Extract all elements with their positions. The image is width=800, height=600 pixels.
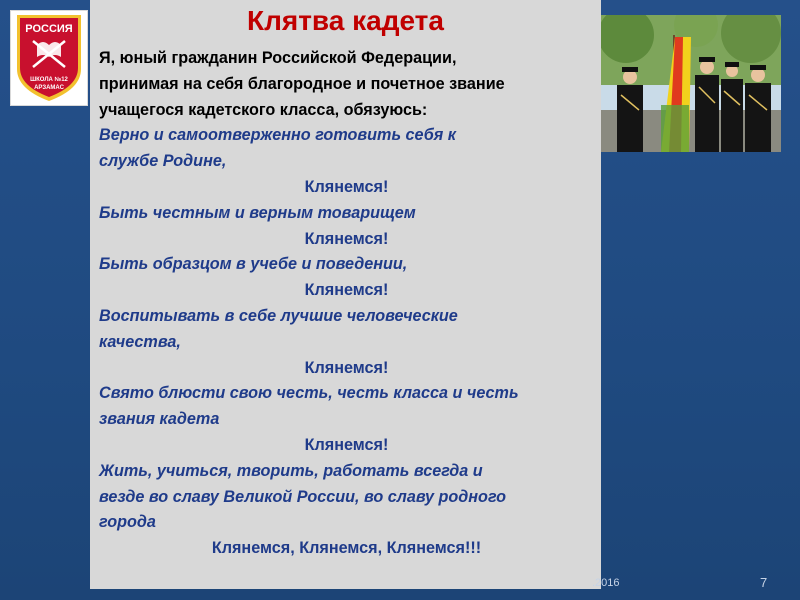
oath-response: Клянемся! bbox=[304, 177, 389, 196]
slide-title: Клятва кадета bbox=[247, 5, 444, 36]
oath-pledge-line: везде во славу Великой России, во славу родного bbox=[99, 487, 507, 506]
oath-pledge-line: Верно и самоотверженно готовить себя к bbox=[99, 126, 457, 145]
svg-text:РОССИЯ: РОССИЯ bbox=[25, 23, 73, 35]
oath-pledge-line: Свято блюсти свою честь, честь класса и честь bbox=[99, 384, 519, 403]
oath-response: Клянемся! bbox=[304, 435, 389, 454]
cadets-photo bbox=[601, 15, 781, 152]
svg-text:АРЗАМАС: АРЗАМАС bbox=[34, 85, 64, 91]
oath-intro-line: учащегося кадетского класса, обязуюсь: bbox=[99, 100, 428, 119]
oath-response: Клянемся! bbox=[304, 358, 389, 377]
slide-number: 7 bbox=[760, 575, 768, 590]
oath-pledge-line: Быть честным и верным товарищем bbox=[99, 203, 416, 222]
oath-pledge-line: службе Родине, bbox=[99, 152, 227, 171]
shield-logo-icon bbox=[11, 11, 87, 105]
svg-text:ШКОЛА №12: ШКОЛА №12 bbox=[30, 77, 68, 83]
oath-response: Клянемся! bbox=[304, 229, 389, 248]
oath-pledge-line: звания кадета bbox=[99, 410, 220, 429]
oath-response: Клянемся, Клянемся, Клянемся!!! bbox=[211, 539, 482, 558]
oath-text bbox=[99, 46, 594, 562]
oath-panel bbox=[90, 0, 601, 589]
oath-pledge-line: Жить, учиться, творить, работать всегда и bbox=[99, 461, 483, 480]
oath-intro-line: принимая на себя благородное и почетное звание bbox=[99, 74, 505, 93]
school-emblem bbox=[10, 10, 88, 106]
oath-pledge-line: Воспитывать в себе лучшие человеческие bbox=[99, 306, 458, 325]
oath-pledge-line: Быть образцом в учебе и поведении, bbox=[99, 255, 408, 274]
oath-pledge-line: города bbox=[99, 513, 156, 532]
oath-response: Клянемся! bbox=[304, 281, 389, 300]
oath-intro-line: Я, юный гражданин Российской Федерации, bbox=[99, 49, 457, 67]
cadets-with-flag-photo-icon bbox=[601, 15, 781, 152]
oath-pledge-line: качества, bbox=[99, 332, 181, 351]
slide-date: .2016 bbox=[592, 577, 620, 589]
